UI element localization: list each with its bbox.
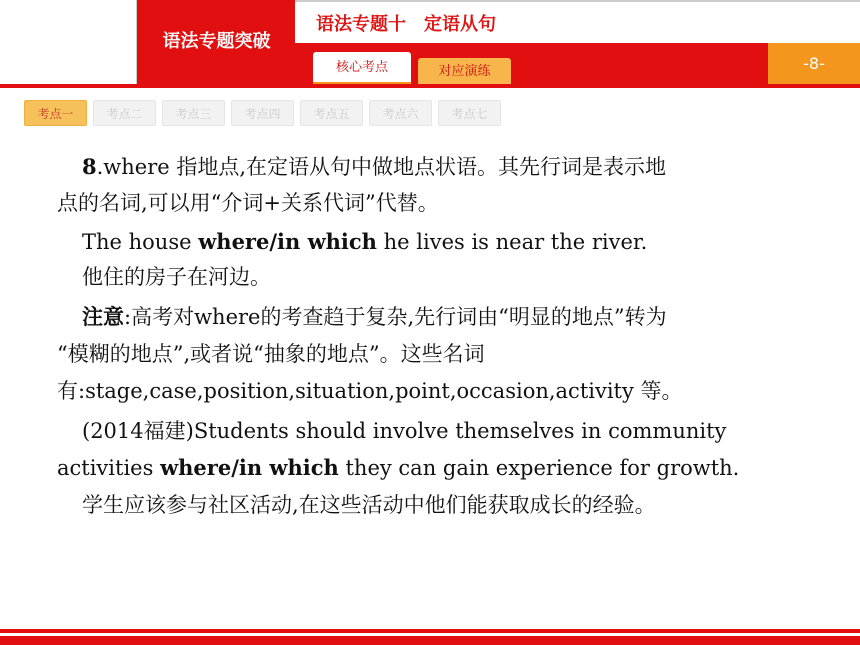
- example-2-line-2: [57, 454, 739, 482]
- rule-paragraph-line-2: 点的名词,可以用“介词+关系代词”代替。: [57, 191, 439, 215]
- subtab-point-4[interactable]: 考点四: [231, 100, 294, 126]
- note-label: 注意: [82, 304, 124, 329]
- header-divider: [0, 84, 860, 88]
- note-line-3: 有:stage,case,position,situation,point,occasion,activity 等。: [57, 379, 683, 403]
- footer-divider-top: [0, 629, 860, 633]
- top-divider: [295, 0, 860, 2]
- example-2-post: they can gain experience for growth.: [338, 456, 740, 480]
- subtab-point-2[interactable]: 考点二: [93, 100, 156, 126]
- example-1-english: [82, 228, 647, 256]
- subtab-point-6[interactable]: 考点六: [369, 100, 432, 126]
- example-2-line-1: (2014福建)Students should involve themselves in community: [82, 419, 727, 443]
- subtab-point-1[interactable]: 考点一: [24, 100, 87, 126]
- example-1-pre: The house: [82, 230, 199, 254]
- example-1-chinese: 他住的房子在河边。: [82, 265, 271, 289]
- example-1-post: he lives is near the river.: [376, 230, 648, 254]
- note-line-2: “模糊的地点”,或者说“抽象的地点”。这些名词: [57, 342, 485, 366]
- tab-practice[interactable]: 对应演练: [418, 58, 511, 85]
- example-1-highlight: where/in which: [198, 229, 377, 254]
- section-banner: [136, 0, 295, 84]
- section-label: 语法专题突破: [162, 31, 271, 52]
- rule-text: .where 指地点,在定语从句中做地点状语。其先行词是表示地: [96, 155, 667, 179]
- example-2-pre: activities: [57, 456, 161, 480]
- tab-core-points[interactable]: 核心考点: [313, 52, 411, 84]
- note-text: :高考对where的考查趋于复杂,先行词由“明显的地点”转为: [124, 305, 667, 329]
- example-2-chinese: 学生应该参与社区活动,在这些活动中他们能获取成长的经验。: [82, 493, 656, 517]
- subtab-point-7[interactable]: 考点七: [438, 100, 501, 126]
- note-line-1: [82, 303, 667, 331]
- subtab-point-5[interactable]: 考点五: [300, 100, 363, 126]
- rule-paragraph-line-1: [82, 153, 666, 181]
- rule-number: 8: [82, 154, 97, 179]
- footer-divider-bottom: [0, 636, 860, 645]
- topic-title: 语法专题十 定语从句: [316, 14, 496, 35]
- page-number: -8-: [803, 54, 825, 73]
- subtab-point-3[interactable]: 考点三: [162, 100, 225, 126]
- example-2-highlight: where/in which: [160, 455, 339, 480]
